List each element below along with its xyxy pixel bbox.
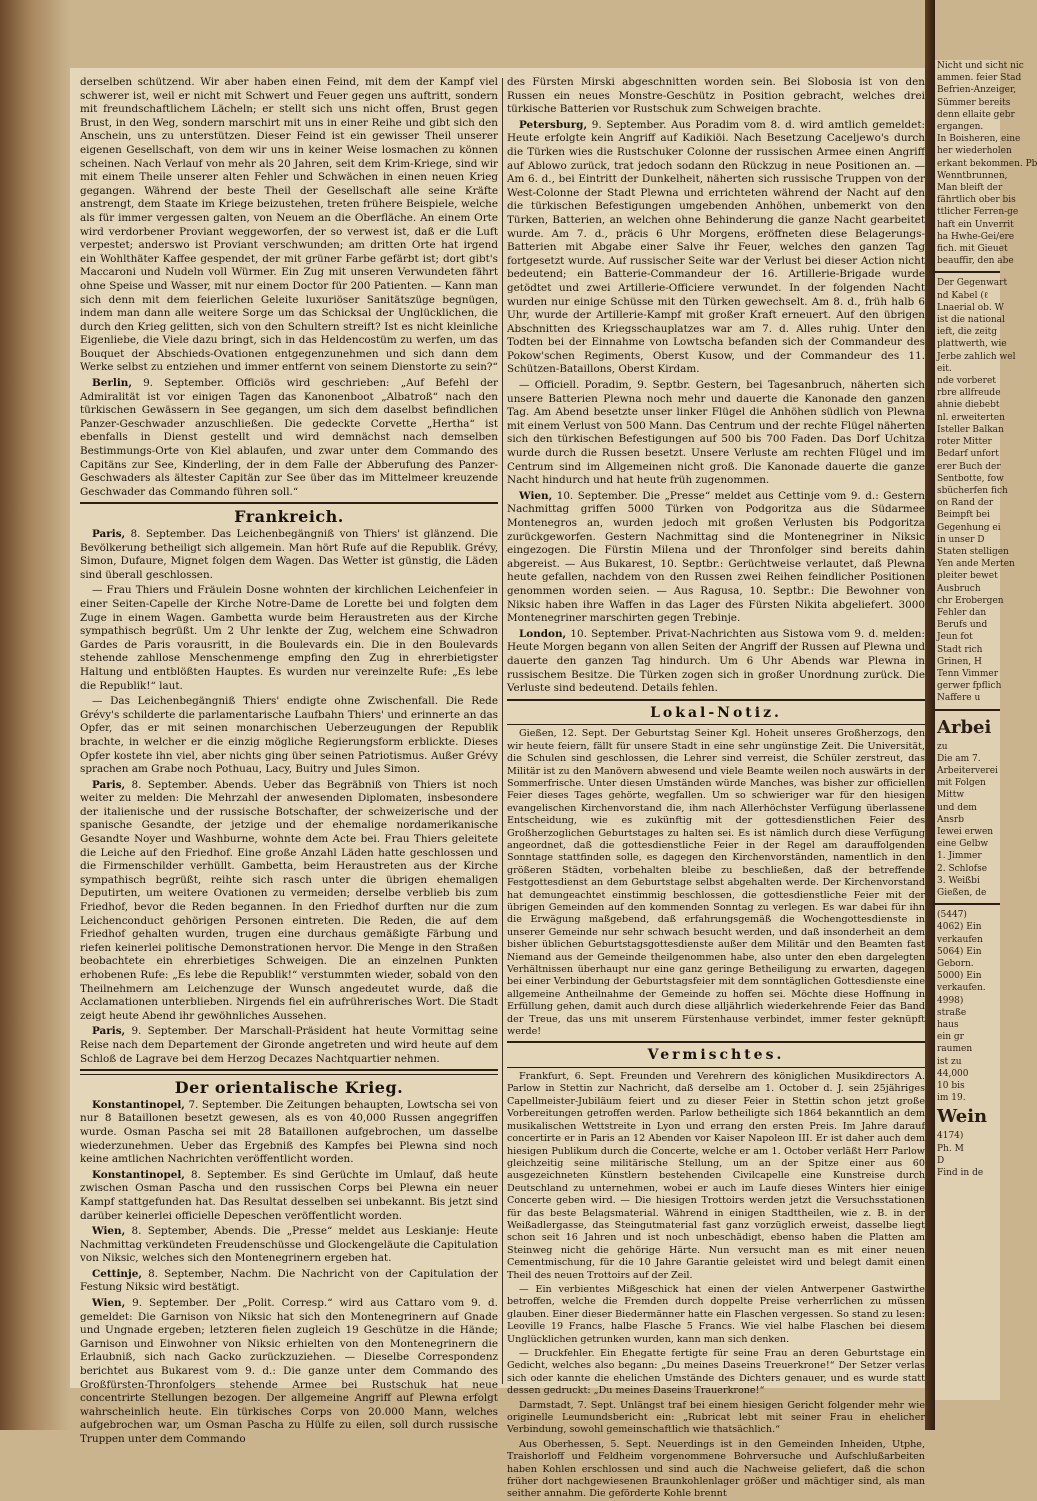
adjacent-line: 1. Jimmer: [937, 851, 982, 862]
adjacent-line: raumen: [937, 1044, 973, 1055]
dateline: Paris,: [92, 528, 126, 540]
adjacent-line: Der Gegenwart: [937, 278, 1008, 289]
adjacent-line: Man bleift der: [937, 183, 1003, 194]
adjacent-rule: [935, 271, 1000, 273]
adjacent-line: ha Hwhe-Gei/ere: [937, 231, 1015, 242]
section-heading-vermischtes: Vermischtes.: [647, 1047, 785, 1064]
vermischtes-item: — Druckfehler. Ein Ehegatte fertigte für seine Frau an deren Geburtstage ein Gedicht, welches also begann: „Du meines Daseins Treuerkrone!“ Der Setzer verlas sich oder kannte die ehelichen Umstände des Dichters genauer, und es wurde statt dessen gedruckt: „Du meines Daseins Trauerkrone!“: [507, 1348, 925, 1397]
adjacent-line: Befrien-Anzeiger,: [937, 85, 1017, 96]
section-heading-orient-krieg: Der orientalische Krieg.: [174, 1078, 404, 1098]
book-gutter: [925, 0, 935, 1430]
petersburg-report: Petersburg, 9. September. Aus Poradim vom 8. d. wird amtlich gemeldet: Heute erfolgte kein Angriff auf Kadikiöi. Nach Besetzung Caceljewo's durch die Türken wies die Rustschuker Colonne der russischen Armee einen Angriff auf Ablowo zurück, trat jedoch sodann den Rückzug in neue Positionen an. — Am 6. d., bei Eintritt der Dunkelheit, näherten sich russische Truppen von der West-Colonne der Stadt Plewna und errichteten während der Nacht auf den die türkischen Befestigungen umgebenden Anhöhen, unbemerkt von den Türken, Batterien, an welchen ohne Behinderung die ganze Nacht gearbeitet wurde. Am 7. d., präcis 6 Uhr Morgens, eröffneten diese Belagerungs-Batterien mit Abgabe einer Salve ihr Feuer, welches den ganzen Tag fortgesetzt wurde. Auf russischer Seite war der Verlust bei dieser Action nicht bedeutend; ein Batterie-Commandeur der 16. Artillerie-Brigade wurde getödtet und zwei Artillerie-Officiere verwundet. In der folgenden Nacht wurden nur einige Schüsse mit den Türken gewechselt. Am 8. d., früh halb 6 Uhr, wurde der Artillerie-Kampf mit großer Kraft erneuert. Auf den übrigen Abschnitten des Kriegsschauplatzes war am 7. d. Alles ruhig. Unter den Todten bei der Einnahme von Lowtscha befanden sich der Commandeur des Pokow'schen Regiments, Oberst Kusow, und der Commandeur des 11. Schützen-Bataillons, Oberst Kirdam.: [507, 118, 925, 376]
konstantinopel-report-2: Konstantinopel, 8. September. Es sind Gerüchte im Umlauf, daß heute zwischen Osman Pascha und den russischen Corps bei Plewna ein neuer Kampf stattgefunden hat. Das Resultat desselben sei unbekannt. Bis jetzt sind darüber keinerlei officielle Depeschen veröffentlicht worden.: [80, 1168, 498, 1222]
dateline: Cettinje,: [92, 1267, 142, 1280]
adjacent-line: erkant bekommen. Pb: [937, 158, 1037, 169]
adjacent-line: ergangen.: [937, 122, 984, 133]
vermischtes-item: Darmstadt, 7. Sept. Unlängst traf bei einem hiesigen Gericht folgender mehr wie originelle Leumundsbericht ein: „Rubricat lebt mit seiner Frau in ehelicher Verbindung, sowohl gemeinschaftlich wie thatsächlich.“: [507, 1399, 925, 1436]
dateline: Berlin,: [92, 377, 132, 390]
adjacent-line: ahnie diebebt: [937, 400, 1000, 411]
adjacent-rule: [935, 709, 1000, 711]
adjacent-text-bottom: [935, 1130, 1000, 1179]
right-column: [507, 76, 925, 1500]
adjacent-line: 5064) Ein: [937, 946, 982, 957]
adjacent-line: chr Erobergen: [937, 595, 1004, 606]
adjacent-line: verkaufen.: [937, 983, 986, 994]
adjacent-line: pleiter bewet: [937, 571, 998, 582]
dateline: London,: [519, 627, 567, 640]
adjacent-line: Grinen, H: [937, 656, 982, 667]
adjacent-line: In Boisheren, eine: [937, 134, 1021, 145]
adjacent-line: fich. mit Gieuet: [937, 244, 1008, 255]
adjacent-line: haft ein Unverrit: [937, 219, 1014, 230]
adjacent-line: mit Folgen: [937, 778, 986, 789]
konstantinopel-report-1: Konstantinopel, 7. September. Die Zeitungen behaupten, Lowtscha sei von nur 8 Bataillonen besetzt gewesen, als es von 40,000 Russen angegriffen wurde. Osman Pascha sei mit 28 Bataillonen aufgebrochen, um dasselbe wiederzunehmen. Ueber das Ergebniß des Kampfes bei Plewna sind noch keine amtlichen Nachrichten veröffentlicht worden.: [80, 1098, 498, 1166]
adjacent-line: Jerbe zahlich wel: [937, 351, 1016, 362]
dateline: Wien,: [92, 1225, 126, 1238]
adjacent-text-arbeit: [935, 741, 1000, 900]
adjacent-line: straße: [937, 1007, 967, 1018]
adjacent-page-fragment: [935, 60, 1037, 1400]
adjacent-line: ieft, die zeitg: [937, 327, 998, 338]
paris-report-3: Paris, 9. September. Der Marschall-Präsident hat heute Vormittag seine Reise nach dem Departement der Gironde angetreten und wird heute auf dem Schloß de Lagrave bei dem Herzog Decazes Nachtquartier nehmen.: [80, 1025, 498, 1065]
adjacent-line: Fehler dan: [937, 607, 987, 618]
adjacent-line: on Rand der: [937, 498, 994, 509]
adjacent-line: 4062) Ein: [937, 922, 982, 933]
adjacent-line: Lnaerial ob. W: [937, 302, 1004, 313]
dateline: Petersburg,: [519, 118, 588, 131]
wien-report-3: Wien, 10. September. Die „Presse“ meldet aus Cettinje vom 9. d.: Gestern Nachmittag griffen 5000 Türken von Podgoritza aus die Südarmee Montenegros an, wurden jedoch mit großen Verlusten bis Podgoritza zurückgeworfen. Gestern Nachmittag sind die Montenegriner in Niksic eingezogen. Die Fürstin Milena und der Thronfolger sind bereits dahin abgereist. — Aus Bukarest, 10. Septbr.: Gerüchtweise verlautet, daß Plewna heute gefallen, nachdem von den Russen zwei Reihen feindlicher Positionen genommen worden seien. — Aus Ragusa, 10. Septbr.: Die Bewohner von Niksic haben ihre Waffen in das Lager des Fürsten Nikita abgeliefert. 3000 Montenegriner marschirten gegen Trebinje.: [507, 489, 925, 625]
adjacent-line: Geborn.: [937, 959, 974, 970]
adjacent-line: in unser D: [937, 534, 985, 545]
adjacent-line: Sentbotte, fow: [937, 473, 1004, 484]
adjacent-line: Bedarf unfort: [937, 449, 999, 460]
dateline: Paris,: [92, 1025, 126, 1038]
adjacent-line: Yen ande Merten: [937, 559, 1015, 570]
adjacent-line: Jeun fot: [937, 632, 973, 643]
adjacent-line: Berufs und: [937, 620, 988, 631]
adjacent-line: 5000) Ein: [937, 971, 982, 982]
section-heading-lokal-notiz: Lokal-Notiz.: [650, 704, 782, 721]
adjacent-line: Isteller Balkan: [937, 424, 1004, 435]
adjacent-line: 3. Weißbi: [937, 875, 980, 886]
cettinje-report: Cettinje, 8. September, Nachm. Die Nachricht von der Capitulation der Festung Niksic wird bestätigt.: [80, 1267, 498, 1294]
adjacent-line: erer Buch der: [937, 461, 1001, 472]
section-rule: [507, 1041, 925, 1043]
adjacent-line: eit.: [937, 363, 952, 374]
adjacent-line: (5447): [937, 910, 967, 921]
lokal-notiz-text: Gießen, 12. Sept. Der Geburtstag Seiner Kgl. Hoheit unseres Großherzogs, den wir heute feiern, fällt für unsere Stadt in eine sehr ungünstige Zeit. Die Universität, die Schulen sind geschlossen, die Lehrer sind verreist, die Schüler zerstreut, das Militär ist zu den Manövern abwesend und viele Beamte weilen noch auswärts in der Sommerfrische. Unter diesen Umständen würde Manches, was bisher zur officiellen Feier dieses Tages gehörte, wegfallen. Um so schwieriger war für den hiesigen evangelischen Kirchenvorstand die, ihm nach Allerhöchster Verfügung überlassene Entscheidung, wie es zukünftig mit der gottesdienstlichen Feier des Großherzoglichen Geburtstages zu halten sei. Es ist nämlich durch diese Verfügung angeordnet, daß die gottesdienstliche Feier in der Regel am darauffolgenden Sonntage stattfinden solle, es dagegen den Kirchenvorständen, namentlich in den größeren Städten, vorbehalten bleibe zu beschließen, daß der betreffende Festgottesdienst an dem Geburtstage selbst abgehalten werde. Der Kirchenvorstand hat demungeachtet einstimmig beschlossen, die gottesdienstliche Feier mit der übrigen Gemeinden auf den kommenden Sonntag zu verlegen. Es war dabei für ihn die Erwägung maßgebend, daß erfahrungsgemäß die Wochengottesdienste in unserer Gemeinde nur sehr schwach besucht werden, und daß insonderheit an dem bisher üblichen Geburtstagsgottesdienste außer dem Militär und den Beamten fast Niemand aus der Gemeinde theilgenommen habe, also unter den eben dargelegten Verhältnissen überhaupt nur eine ganz geringe Betheiligung zu erwarten, dagegen bei einer Verbindung der Geburtstagsfeier mit dem sonntäglichen Gottesdienste eine allgemeine Antheilnahme der Gemeinde zu hoffen sei. Möchte diese Hoffnung in Erfüllung gehen, damit auch durch diese alljährlich wiederkehrende Feier das Band der Treue, das uns mit unserem Fürstenhause verbindet, immer fester geknüpft werde!: [507, 728, 925, 1038]
adjacent-line: Sümmer bereits: [937, 97, 1011, 108]
adjacent-line: fährtlich ober bis: [937, 195, 1016, 206]
adjacent-line: her wiederholen: [937, 146, 1012, 157]
adjacent-line: denn ellaite gebr: [937, 109, 1015, 120]
adjacent-line: ein gr: [937, 1032, 964, 1043]
adjacent-line: Iewei erwen: [937, 826, 994, 837]
section-rule: [80, 502, 498, 504]
adjacent-line: 2. Schlofse: [937, 863, 988, 874]
adjacent-line: zu: [937, 741, 948, 752]
article-text: derselben schützend. Wir aber haben einen Feind, mit dem der Kampf viel schwerer ist, weil er nicht mit Schwert und Feuer gegen uns auftritt, sondern mit freundschaftlichem Lächeln; er stellt sich uns nicht offen, Brust gegen Brust, in den Weg, sondern marschirt mit uns in einer Reihe und gibt sich den Anschein, uns zu unterstützen. Dieser Feind ist ein gewisser Theil unserer eigenen Gesellschaft, von dem wir uns in keiner Weise losmachen zu können scheinen. Nach Verlauf von mehr als 20 Jahren, seit dem Krim-Kriege, sind wir mit einem Theile unserer alten Fehler und Schwächen in einen neuen Krieg gegangen. Während der beste Theil der Gesellschaft alle seine Kräfte anstrengt, dem Staate im Kriege beizustehen, treten frühere Beispiele, welche als für immer vergessen galten, von Neuem an die Oberfläche. An einem Orte wird verdorbener Proviant weggeworfen, der so verwest ist, daß er die Luft verpestet; anderswo ist Proviant verschwunden; am dritten Orte hat irgend ein Wohlthäter Kaffee gespendet, der mit grüner Farbe gefärbt ist; dort gibt's Maccaroni und Nudeln voll Würmer. Ein Zug mit unseren Verwundeten fährt ohne Speise und Wasser, mit nur einem Doctor für 200 Patienten. — Kann man sich denn mit dem feierlichen Geleite luxuriöser Sanitätszüge begnügen, indem man dann alle weitere Sorge um das Schicksal der Unglücklichen, die durch den Krieg gelitten, sich von den Schultern streift? Ist es nicht kleinliche Eigenliebe, die Viele dazu bringt, sich in das Heldencostüm zu werfen, um das Bouquet der Abschieds-Ovationen entgegenzunehmen und sich dann dem Werke selbst zu entziehen und immer entfernt von seinem Dienstorte zu sein?“: [80, 76, 498, 374]
adjacent-line: eine Gelbw: [937, 839, 989, 850]
adjacent-line: 10 bis: [937, 1081, 965, 1092]
adjacent-line: ist die national: [937, 315, 1005, 326]
left-column: [80, 76, 498, 1445]
adjacent-line: im 19.: [937, 1093, 966, 1104]
adjacent-line: und dem: [937, 802, 977, 813]
adjacent-line: Mittw: [937, 790, 965, 801]
paris-report-2: Paris, 8. September. Abends. Ueber das Begräbniß von Thiers ist noch weiter zu melden: Die Mehrzahl der anwesenden Diplomaten, insbesondere der italienische und der russische Botschafter, der schweizerische und der spanische Gesandte, der jetzige und der ehemalige nordamerikanische Gesandte Noyer und Washburne, wohnte dem Acte bei. Frau Thiers geleitete die Leiche auf den Friedhof. Eine große Anzahl Läden hatte geschlossen und die Firmenschilder verhüllt. Gambetta, beim Heraustreten aus der Kirche sympathisch begrüßt, reihte sich rasch unter die übrigen ehemaligen Deputirten, um weitere Ovationen zu vermeiden; derselbe verblieb bis zum Friedhof, bevor die Reden begannen. In den Friedhof durften nur die zum Leichenconduct gehörigen Personen eintreten. Die Reden, die auf dem Friedhof gehalten wurden, trugen eine durchaus gemäßigte Färbung und riefen keinerlei politische Demonstrationen hervor. Die Menge in den Straßen beobachtete ein ehrerbietiges Schweigen. Die an einzelnen Punkten erhobenen Rufe: „Es lebe die Republik!“ verstummten wieder, sobald von den Theilnehmern am Leichenzuge der Wunsch angedeutet wurde, daß die Acclamationen unterblieben. Nirgends fiel ein aufrührerisches Wort. Die Stadt zeigt heute Abend ihr gewöhnliches Aussehen.: [80, 778, 498, 1022]
adjacent-line: D: [937, 1155, 945, 1166]
section-heading-frankreich: Frankreich.: [234, 507, 344, 527]
adjacent-line: Arbeiterverei: [937, 765, 998, 776]
adjacent-line: nl. erweiterten: [937, 412, 1005, 423]
adjacent-line: 44,000: [937, 1068, 969, 1079]
article-text: — Das Leichenbegängniß Thiers' endigte ohne Zwischenfall. Die Rede Grévy's schilderte die parlamentarische Laufbahn Thiers' und erinnerte an das Opfer, das er mit seinen monarchischen Ueberzeugungen der Republik brachte, in welcher er die einzig mögliche Regierungsform erblickte. Dieses Opfer kostete ihn viel, aber nichts ging über seinen Patriotismus. Außer Grévy sprachen am Grabe noch Pothuau, Lacy, Buitry und Jules Simon.: [80, 695, 498, 776]
section-rule: [507, 699, 925, 701]
adjacent-line: roter Mitter: [937, 437, 992, 448]
adjacent-heading-arbeit: Arbei: [937, 716, 992, 738]
adjacent-text-top: [935, 60, 1037, 267]
adjacent-line: nde vorberet: [937, 376, 996, 387]
vermischtes-item: Frankfurt, 6. Sept. Freunden und Verehrern des königlichen Musikdirectors A. Parlow in Stettin zur Nachricht, daß derselbe am 1. October d. J. sein 25jähriges Capellmeister-Jubiläum feiert und zu dieser Feier in Stettin schon jetzt große Vorbereitungen getroffen werden. Parlow betheiligte sich 1864 bekanntlich an dem musikalischen Wettstreite in Lyon und errang den ersten Preis. Im Jahre darauf concertirte er in Paris an 12 Abenden vor Kaiser Napoleon III. Er ist daher auch dem hiesigen Publikum durch die Concerte, welche er am 1. October verläßt Herr Parlow gleichzeitig seine militärische Stellung, um an der Spitze einer aus 60 ausgezeichneten Künstlern bestehenden Civilcapelle eine Kunstreise durch Deutschland zu unternehmen, wobei er auch im Laufe dieses Winters hier einige Concerte geben wird. — Die hiesigen Trottoirs werden jetzt die Versuchsstationen für das beste Belagsmaterial. Während in einigen Stadttheilen, wie z. B. in der Weißadlergasse, das Steingutmaterial fast ganz vorzüglich erweist, dasselbe liegt schon seit 16 Jahren und ist noch unbeschädigt, ebenso haben die Platten am Steinweg nicht die gehörige Härte. Nun versucht man es mit einer neuen Cementmischung, für die 10 Jahre Garantie geleistet wird und belegt damit einen Theil des neuen Trottoirs auf der Zeil.: [507, 1071, 925, 1281]
adjacent-line: Nicht und sicht nic: [937, 61, 1024, 71]
section-rule-thin: [507, 724, 925, 725]
adjacent-line: beauffir, den abe: [937, 256, 1014, 267]
paris-report-1: Paris, 8. September. Das Leichenbegängniß von Thiers' ist glänzend. Die Bevölkerung betheiligt sich allgemein. Man hört Rufe auf die Republik. Grévy, Simon, Dufaure, Mignet folgen dem Wagen. Das Wetter ist günstig, die Läden sind überall geschlossen.: [80, 528, 498, 581]
adjacent-line: Naffere u: [937, 693, 981, 704]
vermischtes-item: — Ein verbientes Mißgeschick hat einen der vielen Antwerpener Gastwirthe betroffen, welche die Fremden durch doppelte Preise verherrlichen zu müssen glauben. Einer dieser Biedermänner hatte ein Flaschen vergessen. So stand zu lesen: Leoville 19 Francs, halbe Flasche 5 Francs. Wie viel halbe Flaschen bei diesem Unglücklichen getrunken wurden, kann man sich denken.: [507, 1283, 925, 1345]
adjacent-line: 4998): [937, 995, 964, 1006]
vermischtes-item: Aus Oberhessen, 5. Sept. Neuerdings ist in den Gemeinden Inheiden, Utphe, Traishorloff und Feldheim vorgenommene Bohrversuche und Aufschlußarbeiten haben Kohlen erschlossen und sind auch die Nachweise geliefert, daß die schon früher dort nachgewiesenen Braunkohlenlager größer und mächtiger sind, als man seither annahm. Die geförderte Kohle brennt: [507, 1438, 925, 1500]
section-rule-thin: [80, 1074, 498, 1075]
section-rule: [80, 1069, 498, 1071]
adjacent-text-middle: [935, 277, 1016, 704]
adjacent-line: sbücherfen fich: [937, 485, 1008, 496]
adjacent-line: Beimpft bei: [937, 510, 990, 521]
adjacent-line: Gegenhung ei: [937, 522, 1001, 533]
article-text: — Frau Thiers und Fräulein Dosne wohnten der kirchlichen Leichenfeier in einer Seiten-Capelle der Kirche Notre-Dame de Lorette bei und folgten dem Zuge in einem Wagen. Gambetta wurde beim Heraustreten aus der Kirche sympathisch begrüßt. Um 2 Uhr lenkte der Zug, welchem eine Schwadron Gardes de Paris vorausritt, in die Boulevards ein. Die in den Boulevards stehende zahllose Menschenmenge empfing den Zug in ehrerbietigster Haltung und entblößten Hauptes. Es wurden nur vereinzelte Rufe: „Es lebe die Republik!“ laut.: [80, 584, 498, 692]
adjacent-line: Ausbruch: [937, 583, 981, 594]
dateline: Wien,: [519, 489, 553, 502]
adjacent-line: nd Kabel (ℓ: [937, 290, 989, 301]
adjacent-line: Find in de: [937, 1168, 984, 1179]
dateline: Paris,: [92, 778, 126, 791]
adjacent-line: Gießen, de: [937, 888, 987, 898]
adjacent-line: Ph. M: [937, 1143, 964, 1154]
adjacent-line: Die am 7.: [937, 753, 981, 764]
adjacent-line: ist zu: [937, 1056, 962, 1067]
adjacent-line: haus: [937, 1020, 959, 1031]
adjacent-heading-wein: Wein: [937, 1106, 988, 1128]
column-divider: [502, 78, 503, 1384]
adjacent-line: ttlicher Ferren-ge: [937, 207, 1019, 218]
dateline: Konstantinopel,: [92, 1168, 185, 1181]
adjacent-rule: [935, 903, 1000, 905]
adjacent-line: Wenntbrunnen,: [937, 170, 1008, 181]
adjacent-line: 4174): [937, 1131, 964, 1142]
wien-report-2: Wien, 9. September. Der „Polit. Corresp.“ wird aus Cattaro vom 9. d. gemeldet: Die Garnison von Niksic hat sich den Montenegrinern auf Gnade und Ungnade ergeben; letzteren fielen zugleich 19 Geschütze in die Hände; Garnison und Einwohner von Niksic erhielten von den Montenegrinern die Erlaubniß, sich nach Gacko zurückzuziehen. — Dieselbe Correspondenz berichtet aus Bukarest vom 9. d.: Die ganze unter dem Commando des Großfürsten-Thronfolgers stehende Armee bei Rustschuk hat neue concentrirte Stellungen bezogen. Der allgemeine Angriff auf Plewna erfolgt wahrscheinlich heute. Ein türkisches Corps von 20.000 Mann, welches aufgebrochen war, um Osman Pascha zu Hülfe zu eilen, soll durch russische Truppen unter dem Commando: [80, 1297, 498, 1445]
dateline: Konstantinopel,: [92, 1098, 185, 1111]
section-rule-thin: [507, 1067, 925, 1068]
adjacent-line: gerwer fpflich: [937, 681, 1002, 692]
article-text: — Officiell. Poradim, 9. Septbr. Gestern, bei Tagesanbruch, näherten sich unsere Batterien Plewna noch mehr und dauerte die Kanonade den ganzen Tag. Am Abend besetzte unser linker Flügel die Anhöhen südlich von Plewna mit einem Verlust von 500 Mann. Das Centrum und der rechte Flügel näherten sich den türkischen Befestigungen auf 500 bis 700 Faden. Das Dorf Uchitza wurde durch die Russen besetzt. Unsere Verluste am rechten Flügel und im Centrum sind im Allgemeinen nicht groß. Die Kanonade dauerte die ganze Nacht hindurch und hat heute früh zugenommen.: [507, 379, 925, 487]
dateline: Wien,: [92, 1297, 126, 1310]
book-spine-shadow: [0, 0, 70, 1430]
adjacent-line: Ansrb: [937, 814, 964, 825]
adjacent-line: plattwerth, wie: [937, 339, 1007, 350]
article-text: des Fürsten Mirski abgeschnitten worden sein. Bei Slobosia ist von den Russen ein neues Monstre-Geschütz in Position gebracht, welches drei türkische Batterien vor Rustschuk zum Schweigen brachte.: [507, 76, 925, 116]
wien-report-1: Wien, 8. September, Abends. Die „Presse“ meldet aus Leskianje: Heute Nachmittag verkündeten Freudenschüsse und Glockengeläute die Capitulation von Niksic, welches sich den Montenegrinern ergeben hat.: [80, 1225, 498, 1265]
adjacent-line: Staten stelligen: [937, 546, 1009, 557]
adjacent-line: Stadt rich: [937, 644, 983, 655]
adjacent-line: verkaufen: [937, 934, 983, 945]
adjacent-line: Tenn Vimmer: [937, 668, 999, 679]
adjacent-line: rbre allfreude: [937, 388, 1001, 399]
adjacent-classifieds: [935, 909, 1000, 1104]
adjacent-line: ammen. feier Stad: [937, 73, 1022, 84]
berlin-report: Berlin, 9. September. Officiös wird geschrieben: „Auf Befehl der Admiralität ist vor einigen Tagen das Kanonenboot „Albatroß“ nach den türkischen Gewässern in See gegangen, um sich dem daselbst befindlichen Panzer-Geschwader anzuschließen. Die gedeckte Corvette „Hertha“ ist ebenfalls in Dienst gestellt und wird demnächst nach demselben Bestimmungs-Orte von Kiel ablaufen, und zwar unter dem Commando des Capitäns zur See, Kinderling, der in dem Falle der Abberufung des Panzer-Geschwaders als ältester Capitän zur See über das im Mittelmeer kreuzende Geschwader das Commando führen soll.“: [80, 377, 498, 498]
london-report: London, 10. September. Privat-Nachrichten aus Sistowa vom 9. d. melden: Heute Morgen begann von allen Seiten der Angriff der Russen auf Plewna und dauerte den ganzen Tag hindurch. Um 6 Uhr Abends war Plewna in russischem Besitze. Die Türken zogen sich in großer Unordnung zurück. Die Verluste sind bedeutend. Details fehlen.: [507, 627, 925, 695]
